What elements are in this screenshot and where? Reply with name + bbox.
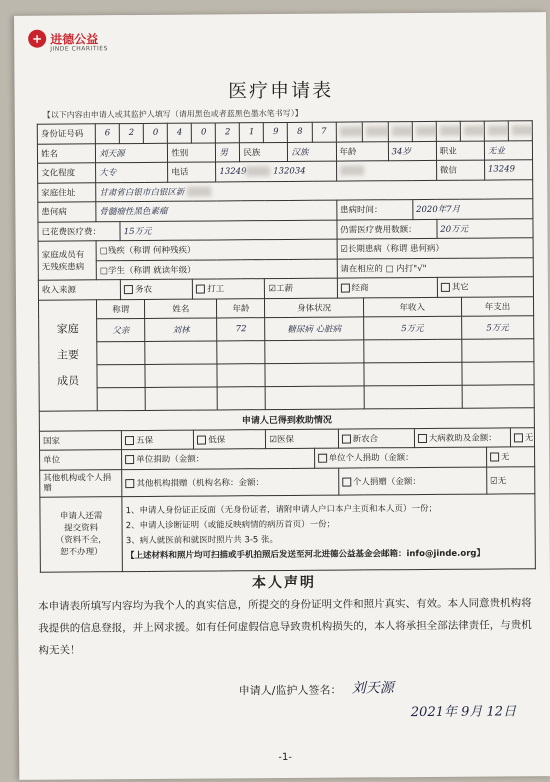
family-health-label <box>38 241 96 280</box>
checkbox-icon[interactable] <box>342 477 351 486</box>
declaration-text: 本申请表所填写内容均为我个人的真实信息，所提交的身份证明文件和照片真实、有效。本人同意贵机构将我提供的信息登报，并上网求援。如有任何虚假信息导致贵机构损失的，本人将承担全部法律责任，与贵机构无关！ <box>38 597 532 657</box>
redacted-cell <box>436 121 460 141</box>
education-label: 文化程度 <box>38 163 96 183</box>
family-cell <box>364 385 462 409</box>
need-value: 20万元 <box>437 218 533 238</box>
option-label: 无 <box>497 475 507 486</box>
materials-footer: 【上述材料和照片均可扫描或手机拍照后发送至河北进德公益基金会邮箱：info@jinde.org】 <box>125 548 486 561</box>
onset-value: 2020年7月 <box>413 199 533 219</box>
onset-label: 患病时间： <box>336 200 412 220</box>
option-label: 单位捐助（金额： <box>136 454 205 466</box>
income-option[interactable] <box>437 277 533 297</box>
redacted-cell <box>460 121 484 141</box>
aid-option[interactable] <box>510 427 534 447</box>
disease-value: 骨髓瘤性黑色素瘤 <box>96 200 337 221</box>
ethnic-label: 民族 <box>240 142 288 162</box>
redacted-cell <box>336 122 362 142</box>
sign-date: 2021年 9月 12日 <box>410 704 517 721</box>
family-row <box>39 316 534 342</box>
side-line: 提交资料 <box>64 522 99 534</box>
form-note: 【以下内容由申请人或其监护人填写（请用黑色或者蓝黑色墨水笔书写）】 <box>42 108 303 120</box>
materials-item: 3、病人就医前和就医时照片共 3-5 张。 <box>125 534 279 546</box>
job-value: 无业 <box>484 140 532 160</box>
address-text: 甘肃省白银市白银区新 <box>99 187 185 199</box>
materials-item: 2、申请人诊断证明（或能反映病情的病历首页）一份； <box>125 519 336 531</box>
column-header: 年龄 <box>217 298 265 318</box>
phone-label: 电话 <box>168 162 216 182</box>
form-table <box>37 120 536 572</box>
option-label: 其它 <box>451 282 469 294</box>
checkbox-icon[interactable] <box>340 284 349 293</box>
side-line: 家庭 <box>56 322 79 336</box>
signature: 刘天源 <box>351 680 394 697</box>
checkbox-icon[interactable] <box>125 479 134 488</box>
aid-option[interactable] <box>338 428 414 448</box>
family-cell: 5万元 <box>363 316 461 340</box>
id-label: 身份证号码 <box>37 124 95 144</box>
long-illness-option[interactable]: ☑长期患病（称谓 患何病） <box>337 238 534 259</box>
need-label: 仍需医疗费用数额： <box>337 219 437 239</box>
column-header: 称谓 <box>97 299 145 319</box>
family-cell <box>364 362 462 386</box>
gender-value: 男 <box>216 142 240 162</box>
family-cell <box>145 341 217 365</box>
name-value: 刘天源 <box>96 143 168 163</box>
redacted-cell <box>484 121 508 141</box>
family-cell <box>97 364 145 387</box>
materials-row <box>40 493 536 571</box>
column-header: 年支出 <box>461 296 533 316</box>
disability-option[interactable]: □残疾（称谓 何种残疾） <box>96 239 337 260</box>
label-line: 家庭成员有 <box>41 250 85 261</box>
aid-other-label: 其他机构或个人捐赠 <box>40 469 122 497</box>
declaration-title: 本人声明 <box>251 574 317 592</box>
redacted-cell <box>388 122 412 142</box>
family-cell: 父亲 <box>97 318 145 341</box>
option-label: 打工 <box>207 284 225 295</box>
page-number: -1- <box>278 751 293 764</box>
option-label: 五保 <box>136 435 154 446</box>
income-label: 收入来源 <box>38 280 120 300</box>
ethnic-value: 汉族 <box>288 142 336 162</box>
spent-label: 已花费医疗费： <box>38 221 120 241</box>
family-cell <box>217 341 265 364</box>
id-digit: 4 <box>168 123 192 143</box>
income-option[interactable] <box>265 278 337 298</box>
option-label: 务农 <box>135 285 153 296</box>
redacted-cell <box>362 122 388 142</box>
id-digit: 2 <box>216 123 240 143</box>
id-digit: 2 <box>119 123 143 143</box>
address-label: 家庭住址 <box>38 182 96 202</box>
materials-list <box>122 493 535 571</box>
disease-label: 患何病 <box>38 202 96 222</box>
checkbox-icon[interactable] <box>197 435 206 444</box>
aid-option[interactable] <box>122 468 339 497</box>
aid-option[interactable] <box>122 448 315 469</box>
family-cell <box>266 386 364 410</box>
family-cell <box>265 363 363 387</box>
id-digit: 9 <box>264 122 288 142</box>
aid-option[interactable] <box>487 466 535 493</box>
family-cell <box>97 341 145 364</box>
option-label: 其他机构捐赠（机构名称：金额： <box>136 477 264 489</box>
aid-option[interactable] <box>194 429 266 449</box>
family-cell <box>97 387 145 410</box>
wechat-value: 13249 <box>484 160 532 180</box>
application-form-sheet <box>14 12 550 780</box>
option-label: 单位个人捐助（金额： <box>328 453 414 464</box>
age-label: 年龄 <box>336 141 388 161</box>
side-line: 成员 <box>57 374 80 388</box>
aid-national-label: 国家 <box>39 430 121 450</box>
logo-text: 进德公益 <box>50 31 99 47</box>
age-value: 34岁 <box>388 141 436 161</box>
redacted-cell <box>336 160 436 180</box>
family-cell <box>462 362 534 386</box>
family-cell <box>462 385 534 409</box>
family-cell <box>145 364 217 388</box>
form-title: 医疗申请表 <box>227 79 334 103</box>
aid-option[interactable] <box>486 447 534 467</box>
option-label: 经商 <box>351 283 369 294</box>
checked-icon[interactable]: ☑ <box>268 284 277 295</box>
option-label: 工薪 <box>275 284 294 295</box>
checkbox-icon[interactable] <box>490 453 499 462</box>
checkbox-icon[interactable] <box>318 454 327 463</box>
option-label: 医保 <box>277 434 295 445</box>
family-cell <box>363 339 461 363</box>
side-line: 主要 <box>56 348 79 362</box>
logo-text-en: JINDE CHARITIES <box>50 45 108 53</box>
family-cell: 糖尿病 心脏病 <box>265 317 363 341</box>
column-header: 姓名 <box>145 298 217 318</box>
aid-unit-label: 单位 <box>40 450 122 470</box>
family-cell: 5万元 <box>461 316 533 340</box>
option-label: 个人捐赠（金额： <box>352 476 421 488</box>
option-label: 无 <box>500 452 510 463</box>
aid-option[interactable] <box>414 427 510 447</box>
aid-title: 申请人已得到救助情况 <box>39 408 534 431</box>
phone-value <box>216 161 336 181</box>
side-line: （资料不全， <box>55 534 107 546</box>
id-digit: 0 <box>143 123 167 143</box>
family-cell <box>265 340 363 364</box>
option-label: 大病救助及金额： <box>428 433 497 444</box>
redacted-cell <box>508 121 532 141</box>
aid-option[interactable] <box>338 467 486 495</box>
family-row <box>39 362 534 388</box>
id-digit: 7 <box>312 122 336 142</box>
aid-option[interactable] <box>314 447 486 468</box>
option-label: 无 <box>524 432 534 444</box>
family-cell <box>217 364 265 387</box>
id-digit: 0 <box>192 123 216 143</box>
side-line: 恕不办理） <box>60 546 103 558</box>
gender-label: 性别 <box>168 142 216 162</box>
redacted-cell <box>412 121 436 141</box>
cross-logo-icon: + <box>28 30 46 48</box>
name-label: 姓名 <box>37 143 95 163</box>
checkbox-icon[interactable] <box>125 455 134 464</box>
wechat-label: 微信 <box>436 160 484 180</box>
education-value: 大专 <box>96 162 168 182</box>
family-cell: 72 <box>217 318 265 341</box>
checkbox-icon[interactable] <box>124 285 133 294</box>
checkbox-icon[interactable] <box>342 434 351 443</box>
aid-option[interactable] <box>122 430 194 450</box>
family-row <box>39 385 534 411</box>
checkbox-icon[interactable] <box>125 436 134 445</box>
check-instruction: 请在相应的 □ 内打"√" <box>337 257 534 278</box>
checkbox-icon[interactable] <box>196 285 205 294</box>
family-cell <box>145 387 217 411</box>
id-digit: 6 <box>95 124 119 144</box>
checkbox-icon[interactable] <box>514 433 523 442</box>
phone-number-2: 132034 <box>273 166 306 177</box>
logo <box>28 29 108 53</box>
option-label: 低保 <box>208 435 226 446</box>
materials-item: 1、申请人身份证正反面（无身份证者，请附申请人户口本户主页和本人页）一份； <box>125 503 438 516</box>
id-digit: 1 <box>240 123 264 143</box>
checked-icon[interactable]: ☑ <box>269 434 278 445</box>
materials-side-label <box>40 496 123 572</box>
family-cell: 刘林 <box>145 318 217 342</box>
family-cell <box>462 339 534 363</box>
family-side-label <box>38 299 97 411</box>
column-header: 年收入 <box>363 297 461 317</box>
income-option[interactable] <box>193 279 265 299</box>
job-label: 职业 <box>436 141 484 161</box>
option-label: 新农合 <box>352 434 379 445</box>
family-row <box>39 339 534 365</box>
spent-value: 15万元 <box>120 220 337 241</box>
column-header: 身体状况 <box>265 297 363 317</box>
income-option[interactable] <box>121 279 193 299</box>
checked-icon[interactable]: ☑ <box>490 475 498 487</box>
signature-label: 申请人/监护人签名： <box>238 683 342 698</box>
side-line: 申请人还需 <box>59 510 103 522</box>
income-option[interactable] <box>337 277 437 297</box>
id-digit: 8 <box>288 122 312 142</box>
checkbox-icon[interactable] <box>441 283 450 292</box>
checkbox-icon[interactable] <box>418 434 427 443</box>
label-line: 无残疾患病 <box>41 262 85 273</box>
aid-option[interactable] <box>266 429 338 449</box>
student-option[interactable]: □学生（称谓 就读年级） <box>96 259 337 280</box>
family-cell <box>217 387 265 410</box>
phone-number-1: 13249 <box>219 166 247 177</box>
aid-other-row <box>40 466 535 496</box>
